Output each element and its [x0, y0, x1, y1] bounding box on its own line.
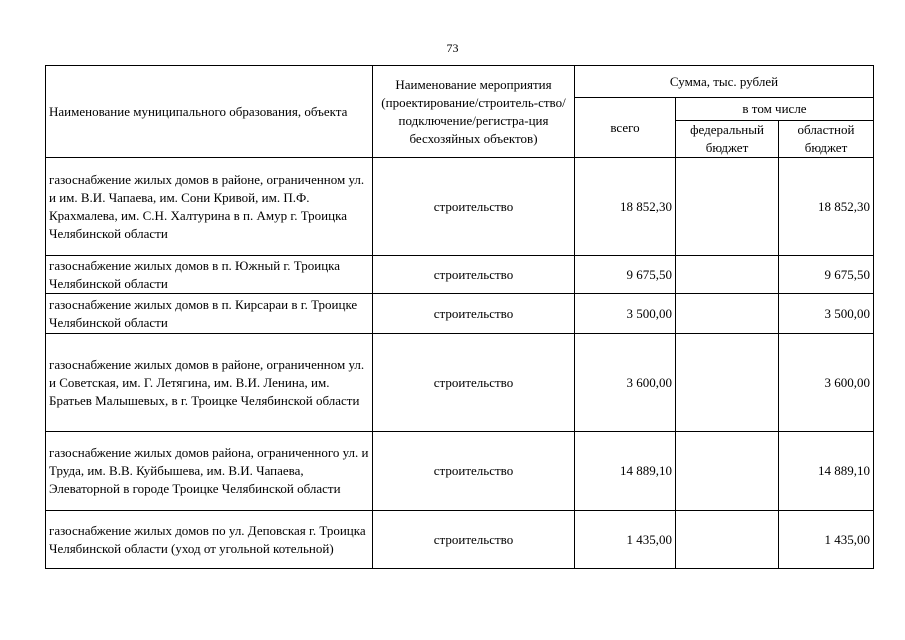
- row-federal: [676, 432, 779, 511]
- page-number: 73: [446, 41, 459, 55]
- table-row: [46, 294, 874, 334]
- row-regional: 18 852,30: [779, 158, 874, 256]
- row-activity: строительство: [373, 432, 575, 511]
- row-activity: строительство: [373, 256, 575, 294]
- header-municipality: Наименование муниципального образования, объекта: [46, 66, 373, 158]
- row-regional: 3 500,00: [779, 294, 874, 334]
- row-total: 1 435,00: [575, 511, 676, 569]
- table-row: [46, 256, 874, 294]
- table-row: [46, 334, 874, 432]
- row-regional: 3 600,00: [779, 334, 874, 432]
- row-regional: 14 889,10: [779, 432, 874, 511]
- header-total: всего: [575, 98, 676, 158]
- row-federal: [676, 158, 779, 256]
- row-activity: строительство: [373, 511, 575, 569]
- table-row: [46, 511, 874, 569]
- row-object: газоснабжение жилых домов в п. Кирсараи в г. Троицке Челябинской области: [46, 294, 373, 334]
- row-object: газоснабжение жилых домов района, ограниченного ул. и Труда, им. В.В. Куйбышева, им. В.И. Чапаева, Элеваторной в городе Троицке Челябинской области: [46, 432, 373, 511]
- table-row: [46, 158, 874, 256]
- row-total: 3 600,00: [575, 334, 676, 432]
- row-object: газоснабжение жилых домов в районе, ограниченном ул. и Советская, им. Г. Летягина, им. В.И. Ленина, им. Братьев Малышевых, в г. Троицке Челябинской области: [46, 334, 373, 432]
- header-federal: федеральный бюджет: [676, 121, 779, 158]
- row-object: газоснабжение жилых домов в п. Южный г. Троицка Челябинской области: [46, 256, 373, 294]
- row-object: газоснабжение жилых домов по ул. Деповская г. Троицка Челябинской области (уход от угольной котельной): [46, 511, 373, 569]
- header-activity: Наименование мероприятия (проектирование/строитель-ство/подключение/регистра-ция бесхозяйных объектов): [373, 66, 575, 158]
- row-total: 14 889,10: [575, 432, 676, 511]
- row-activity: строительство: [373, 158, 575, 256]
- row-total: 18 852,30: [575, 158, 676, 256]
- row-activity: строительство: [373, 334, 575, 432]
- table-header: [46, 66, 874, 158]
- row-regional: 9 675,50: [779, 256, 874, 294]
- row-total: 9 675,50: [575, 256, 676, 294]
- header-including: в том числе: [676, 98, 874, 121]
- row-federal: [676, 256, 779, 294]
- row-federal: [676, 334, 779, 432]
- row-regional: 1 435,00: [779, 511, 874, 569]
- budget-table: [45, 65, 874, 569]
- row-federal: [676, 294, 779, 334]
- row-object: газоснабжение жилых домов в районе, ограниченном ул. и им. В.И. Чапаева, им. Сони Кривой, им. П.Ф. Крахмалева, им. С.Н. Халтурина в п. Амур г. Троицка Челябинской области: [46, 158, 373, 256]
- row-total: 3 500,00: [575, 294, 676, 334]
- row-federal: [676, 511, 779, 569]
- header-sum: Сумма, тыс. рублей: [575, 66, 874, 98]
- row-activity: строительство: [373, 294, 575, 334]
- header-regional: областной бюджет: [779, 121, 874, 158]
- table-row: [46, 432, 874, 511]
